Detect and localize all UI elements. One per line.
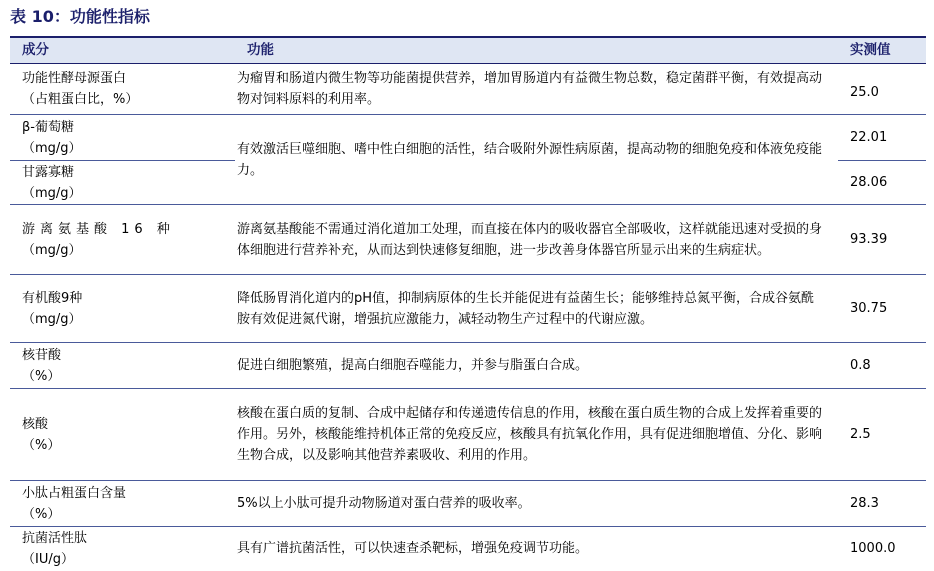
ingredient-cell: [10, 205, 235, 275]
ingredient-name: 功能性酵母源蛋白: [22, 71, 127, 86]
ingredient-unit: （mg/g）: [22, 242, 82, 258]
table-title: 表 10：功能性指标: [10, 7, 150, 26]
function-cell: 游离氨基酸能不需通过消化道加工处理，而直接在体内的吸收器官全部吸收，这样就能迅速对受损的身体细胞进行营养补充，从而达到快速修复细胞，进一步改善身体器官所显示出来的生病症状。: [235, 205, 838, 275]
ingredient-name: 核酸: [22, 416, 49, 432]
ingredient-unit: （%）: [22, 506, 61, 522]
function-cell: 具有广谱抗菌活性，可以快速查杀靶标，增强免疫调节功能。: [237, 541, 589, 557]
ingredient-unit: （mg/g）: [22, 311, 82, 327]
ingredient-name: β-葡萄糖: [22, 119, 74, 135]
ingredient-cell: [10, 161, 235, 205]
ingredient-unit: （mg/g）: [22, 140, 82, 156]
ingredient-name: 小肽占粗蛋白含量: [22, 485, 127, 501]
header-ingredient: 成分: [10, 37, 235, 64]
table-row: [10, 527, 926, 571]
header-measured-value: 实测值: [838, 37, 926, 64]
table-header-row: [10, 37, 926, 64]
value-cell: 28.06: [838, 161, 926, 205]
value-cell: 28.3: [838, 481, 926, 527]
table-row: [10, 115, 926, 161]
ingredient-name: 抗菌活性肽: [22, 530, 88, 546]
table-row: [10, 389, 926, 481]
ingredient-name: 游离氨基酸 16 种: [22, 221, 175, 237]
ingredient-cell: [10, 64, 235, 115]
ingredient-name: 核苷酸: [22, 347, 62, 363]
ingredient-cell: [10, 481, 235, 527]
ingredient-cell: [10, 343, 235, 389]
ingredient-unit: （mg/g）: [22, 185, 82, 201]
header-function: 功能: [235, 37, 838, 64]
function-cell: 有效激活巨噬细胞、嗜中性白细胞的活性，结合吸附外源性病原菌，提高动物的细胞免疫和体液免疫能力。: [235, 115, 838, 205]
function-cell: 核酸在蛋白质的复制、合成中起储存和传递遗传信息的作用，核酸在蛋白质生物的合成上发挥着重要的作用。另外，核酸能维持机体正常的免疫反应，核酸具有抗氧化作用，具有促进细胞增值、分化、影响生物合成，以及影响其他营养素吸收、利用的作用。: [235, 389, 838, 481]
ingredient-unit: （%）: [22, 437, 61, 453]
value-cell: 2.5: [838, 389, 926, 481]
ingredient-name: 有机酸9种: [22, 290, 83, 306]
table-row: [10, 64, 926, 115]
ingredient-cell: [10, 115, 235, 161]
function-cell: 5%以上小肽可提升动物肠道对蛋白营养的吸收率。: [235, 481, 838, 527]
ingredient-unit: （占粗蛋白比，%）: [22, 92, 139, 107]
value-cell: 25.0: [838, 64, 926, 115]
ingredient-unit: （%）: [22, 368, 61, 384]
ingredient-cell: [10, 275, 235, 343]
value-cell: 93.39: [838, 205, 926, 275]
ingredient-cell: [10, 527, 235, 571]
ingredient-cell: [10, 389, 235, 481]
ingredient-unit: （IU/g）: [22, 551, 74, 567]
value-cell: 0.8: [838, 343, 926, 389]
table-row: [10, 343, 926, 389]
value-cell: 30.75: [838, 275, 926, 343]
table-row: [10, 275, 926, 343]
function-cell: 促进白细胞繁殖，提高白细胞吞噬能力，并参与脂蛋白合成。: [235, 343, 838, 389]
value-cell: 22.01: [838, 115, 926, 161]
ingredient-name: 甘露寡糖: [22, 164, 75, 180]
function-cell: 为瘤胃和肠道内微生物等功能菌提供营养，增加胃肠道内有益微生物总数，稳定菌群平衡，有效提高动物对饲料原料的利用率。: [235, 64, 838, 115]
value-cell: 1000.0: [850, 541, 896, 557]
table-row: [10, 481, 926, 527]
function-cell: 降低肠胃消化道内的pH值，抑制病原体的生长并能促进有益菌生长；能够维持总氮平衡，合成谷氨酰胺有效促进氮代谢，增强抗应激能力，减轻动物生产过程中的代谢应激。: [235, 275, 838, 343]
functional-indicators-table: [10, 36, 926, 571]
table-row: [10, 205, 926, 275]
